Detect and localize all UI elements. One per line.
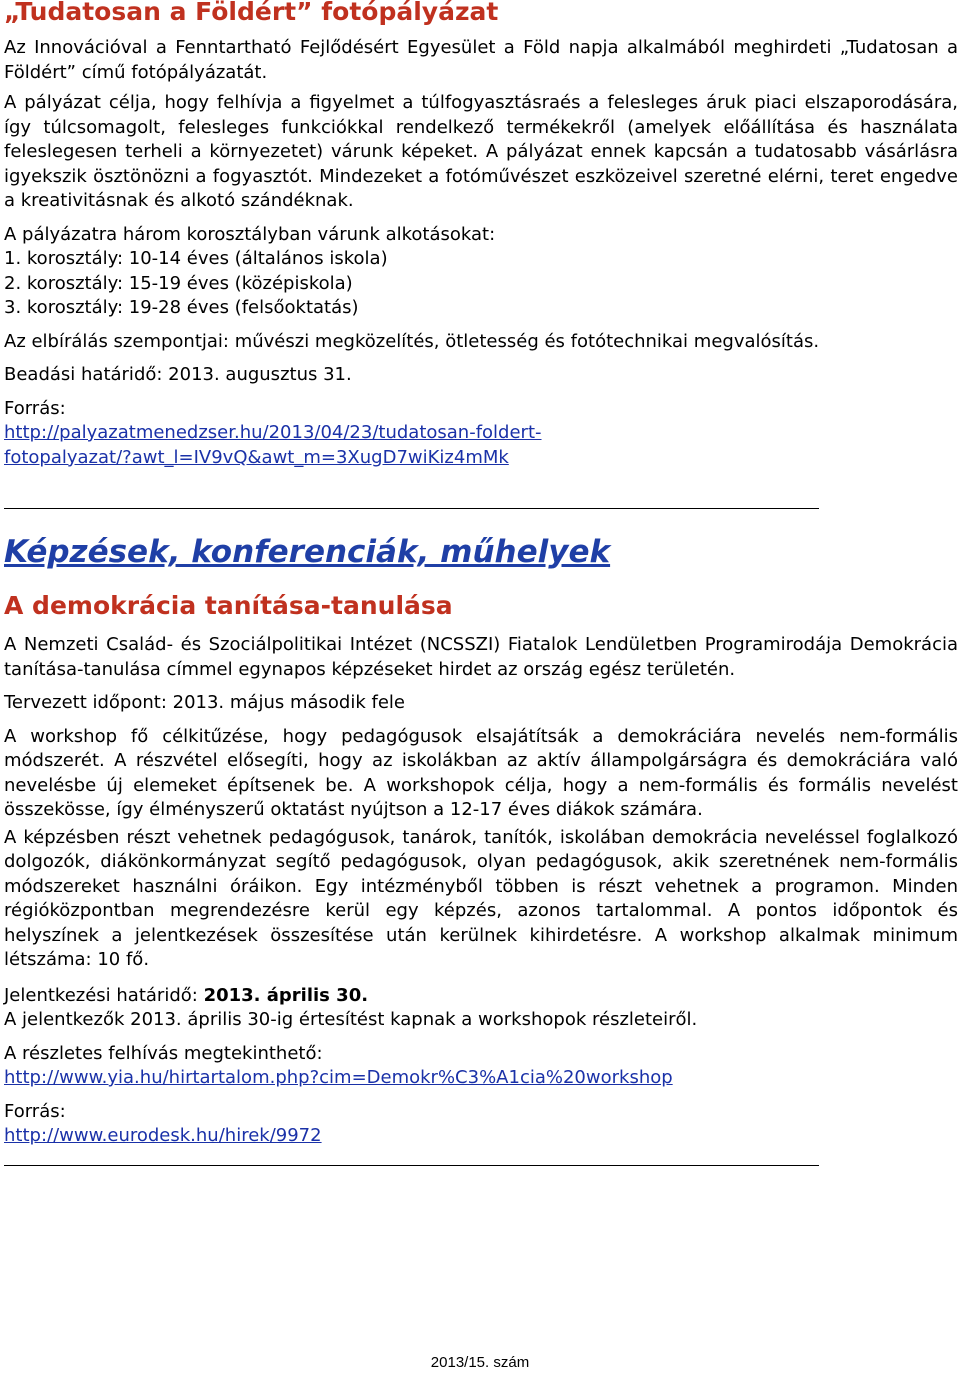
age-groups-intro: A pályázatra három korosztályban várunk alkotásokat: bbox=[4, 223, 496, 245]
application-deadline-value: 2013. április 30. bbox=[203, 984, 369, 1006]
ncsszi-paragraph: A Nemzeti Család- és Szociálpolitikai Intézet (NCSSZI) Fiatalok Lendületben Programirodája Demokrácia tanítása-tanulása címmel egynapos képzéseket hirdet az ország egész területén. bbox=[4, 634, 958, 680]
notification-line: A jelentkezők 2013. április 30-ig értesítést kapnak a workshopok részleteiről. bbox=[4, 1009, 698, 1030]
details-label: A részletes felhívás megtekinthető: bbox=[4, 1042, 323, 1064]
eurodesk-link[interactable]: http://www.eurodesk.hu/hirek/9972 bbox=[4, 1125, 322, 1146]
criteria-line: Az elbírálás szempontjai: művészi megközelítés, ötletesség és fotótechnikai megvalósítás. bbox=[4, 330, 820, 352]
separator-line-2 bbox=[4, 1165, 819, 1166]
deadline-line: Beadási határidő: 2013. augusztus 31. bbox=[4, 364, 352, 385]
article-subtitle: A demokrácia tanítása-tanulása bbox=[4, 591, 453, 620]
details-link[interactable]: http://www.yia.hu/hirtartalom.php?cim=Demokr%C3%A1cia%20workshop bbox=[4, 1067, 673, 1088]
source-label-2: Forrás: bbox=[4, 1100, 66, 1122]
age-group-1: 1. korosztály: 10-14 éves (általános iskola) bbox=[4, 248, 388, 269]
goal-paragraph: A pályázat célja, hogy felhívja a figyelmet a túlfogyasztásraés a felesleges áruk piaci elszaporodására, így túlcsomagolt, felesleges funkciókkal rendelkező termékekről (amelyek előállítása és használata feleslegesen terheli a környezetet) várunk képeket. A pályázat ennek kapcsán a tudatosabb vásárlásra igyekszik ösztönözni a fogyasztót. Mindezeket a fotóművészet eszközeivel szeretné elérni, teret engedve a kreativitásnak és alkotó szándéknak. bbox=[4, 92, 958, 211]
section-heading: Képzések, konferenciák, műhelyek bbox=[4, 534, 611, 570]
source-link-block bbox=[4, 421, 958, 470]
planned-date: Tervezett időpont: 2013. május második fele bbox=[4, 692, 405, 713]
separator-line bbox=[4, 508, 819, 509]
fotopalyazat-title: „Tudatosan a Földért” fotópályázat bbox=[4, 0, 499, 26]
source-link-part-1[interactable]: http://palyazatmenedzser.hu/2013/04/23/tudatosan-foldert- bbox=[4, 422, 542, 443]
source-link-part-2[interactable]: fotopalyazat/?awt_l=IV9vQ&awt_m=3XugD7wiKiz4mMk bbox=[4, 446, 509, 468]
age-group-2: 2. korosztály: 15-19 éves (középiskola) bbox=[4, 272, 353, 294]
intro-paragraph: Az Innovációval a Fenntartható Fejlődésért Egyesület a Föld napja alkalmából meghirdeti „Tudatosan a Földért” című fotópályázatát. bbox=[4, 37, 958, 83]
workshop-goal-paragraph: A workshop fő célkitűzése, hogy pedagógusok elsajátítsák a demokráciára nevelés nem-formális módszerét. A részvétel elősegíti, hogy az iskolákban az aktív állampolgárságra és demokráciára való nevelésbe új elemeket építsenek be. A workshopok célja, hogy a nem-formális és formális nevelést összekösse, így élményszerű oktatást nyújtson a 12-17 éves diákok számára. bbox=[4, 725, 958, 820]
application-deadline bbox=[4, 984, 958, 1009]
age-group-3: 3. korosztály: 19-28 éves (felsőoktatás) bbox=[4, 297, 359, 318]
page-footer: 2013/15. szám bbox=[430, 1354, 530, 1371]
document-page bbox=[4, 0, 958, 1166]
source-label: Forrás: bbox=[4, 397, 66, 419]
participants-paragraph: A képzésben részt vehetnek pedagógusok, tanárok, tanítók, iskolában demokrácia neveléssel foglalkozó dolgozók, diákönkormányzat segítő pedagógusok, olyan pedagógusok, akik szeretnének nem-formális módszereket használni óráikon. Egy intézményből többen is részt vehetnek a programon. Minden régióközpontban megrendezésre kerül egy képzés, azonos tartalommal. A pontos időpontok és helyszínek a jelentkezések összesítése után kerülnek kihirdetésre. A workshop alkalmak minimum létszáma: 10 fő. bbox=[4, 826, 958, 970]
application-deadline-label: Jelentkezési határidő: bbox=[4, 984, 204, 1006]
